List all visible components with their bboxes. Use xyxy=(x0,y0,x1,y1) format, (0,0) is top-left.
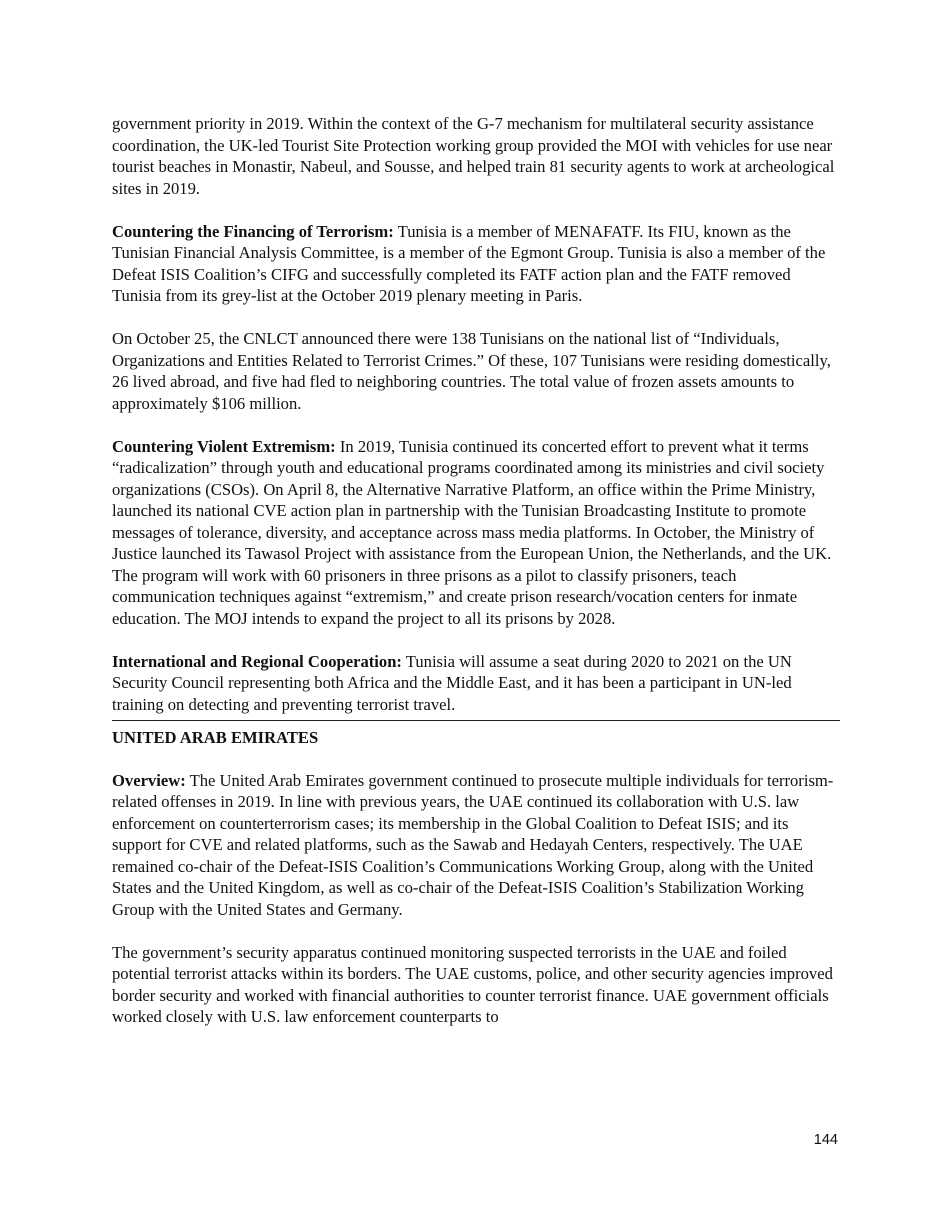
section-heading-uae: UNITED ARAB EMIRATES xyxy=(112,727,319,747)
section-divider xyxy=(112,720,840,721)
paragraph-countering-financing xyxy=(112,221,840,307)
paragraph-uae-overview xyxy=(112,770,840,921)
paragraph-lead-heading: Countering Violent Extremism: xyxy=(112,436,336,456)
paragraph-lead-heading: Overview: xyxy=(112,770,186,790)
paragraph-body: On October 25, the CNLCT announced there were 138 Tunisians on the national list of “Individuals, Organizations and Entities Related to Terrorist Crimes.” Of these, 107 Tunisians were residing domestically, 26 lived abroad, and five had fled to neighboring countries. The total value of frozen assets amounts to approximately $106 million. xyxy=(112,329,831,413)
paragraph-lead-heading: Countering the Financing of Terrorism: xyxy=(112,221,394,241)
paragraph-lead-heading: International and Regional Cooperation: xyxy=(112,651,402,671)
paragraph-countering-violent-extremism xyxy=(112,436,840,630)
paragraph-cnlct-list xyxy=(112,328,840,414)
paragraph-uae-security-apparatus xyxy=(112,942,840,1028)
paragraph-international-cooperation xyxy=(112,651,840,716)
paragraph-tourist-site-protection xyxy=(112,113,840,199)
paragraph-body: The government’s security apparatus continued monitoring suspected terrorists in the UAE and foiled potential terrorist attacks within its borders. The UAE customs, police, and other security agencies improved border security and worked with financial authorities to counter terrorist finance. UAE government officials worked closely with U.S. law enforcement counterparts to xyxy=(112,942,833,1026)
paragraph-body: government priority in 2019. Within the context of the G-7 mechanism for multilateral security assistance coordination, the UK-led Tourist Site Protection working group provided the MOI with vehicles for use near tourist beaches in Monastir, Nabeul, and Sousse, and helped train 81 security agents to work at archeological sites in 2019. xyxy=(112,114,835,198)
paragraph-body: Tunisia will assume a seat during 2020 to 2021 on the UN Security Council representing both Africa and the Middle East, and it has been a participant in UN-led training on detecting and preventing terrorist travel. xyxy=(112,651,792,714)
document-page xyxy=(112,113,840,1049)
paragraph-body: The United Arab Emirates government continued to prosecute multiple individuals for terrorism-related offenses in 2019. In line with previous years, the UAE continued its collaboration with U.S. law enforcement on counterterrorism cases; its membership in the Global Coalition to Defeat ISIS; and its support for CVE and related platforms, such as the Sawab and Hedayah Centers, respectively. The UAE remained co-chair of the Defeat-ISIS Coalition’s Communications Working Group, along with the United States and the United Kingdom, as well as co-chair of the Defeat-ISIS Coalition’s Stabilization Working Group with the United States and Germany. xyxy=(112,770,834,919)
paragraph-body: Tunisia is a member of MENAFATF. Its FIU, known as the Tunisian Financial Analysis Committee, is a member of the Egmont Group. Tunisia is also a member of the Defeat ISIS Coalition’s CIFG and successfully completed its FATF action plan and the FATF removed Tunisia from its grey-list at the October 2019 plenary meeting in Paris. xyxy=(112,221,826,305)
page-number: 144 xyxy=(813,1132,838,1148)
paragraph-body: In 2019, Tunisia continued its concerted effort to prevent what it terms “radicalization” through youth and educational programs coordinated among its ministries and civil society organizations (CSOs). On April 8, the Alternative Narrative Platform, an office within the Prime Ministry, launched its national CVE action plan in partnership with the Tunisian Broadcasting Institute to promote messages of tolerance, diversity, and acceptance across mass media platforms. In October, the Ministry of Justice launched its Tawasol Project with assistance from the European Union, the Netherlands, and the UK. The program will work with 60 prisoners in three prisons as a pilot to classify prisoners, teach communication techniques against “extremism,” and create prison research/vocation centers for inmate education. The MOJ intends to expand the project to all its prisons by 2028. xyxy=(112,436,832,628)
